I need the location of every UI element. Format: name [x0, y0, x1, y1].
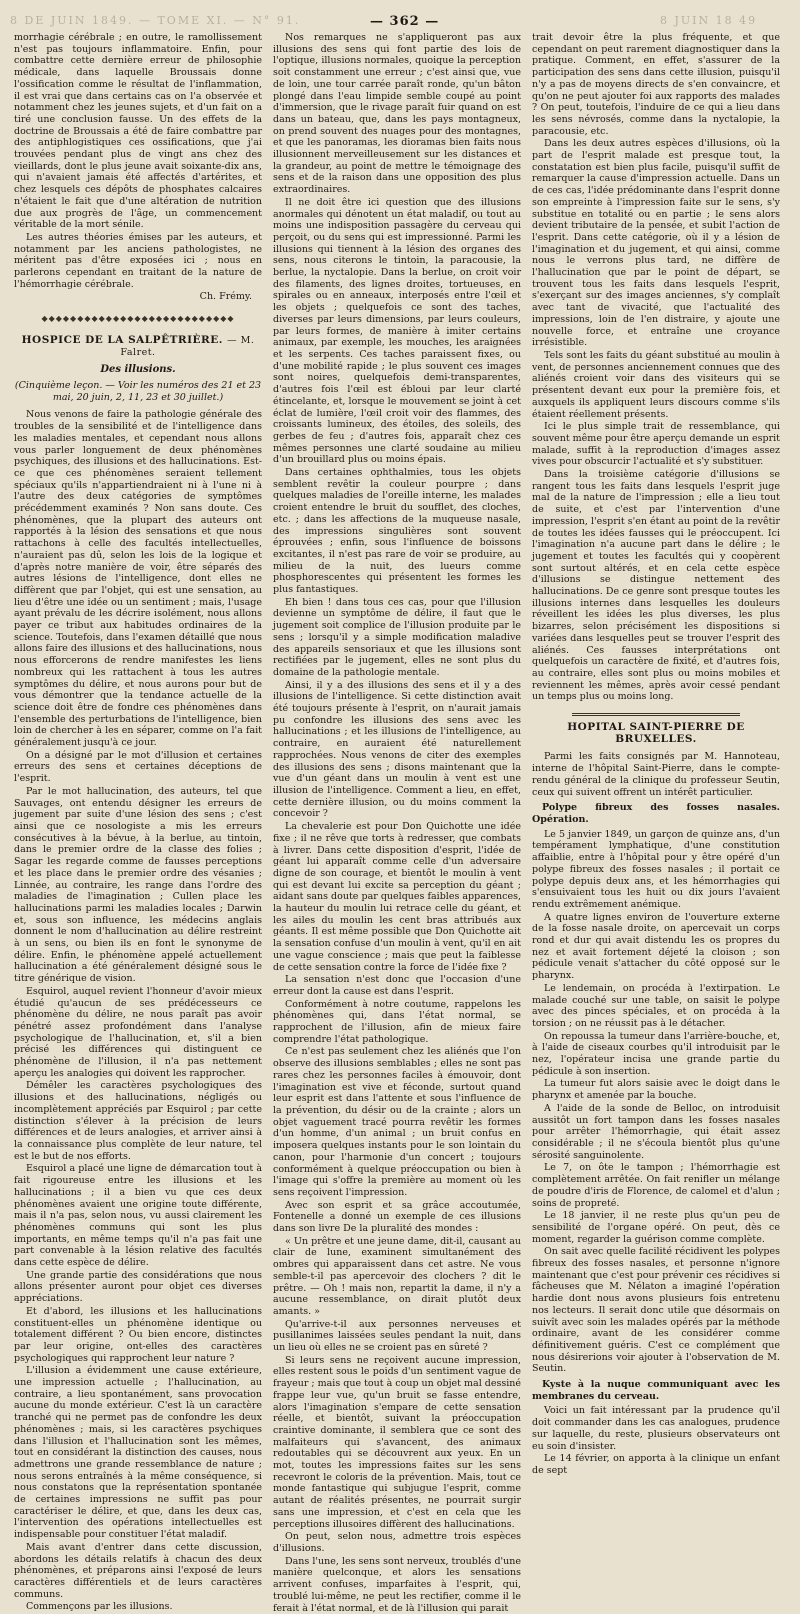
paragraph: Le 18 janvier, il ne reste plus qu'un peu de sensibilité de l'organe opéré. On peut, dès ce moment, regarder la guérison comme complète. [532, 1210, 780, 1245]
page-number: — 362 — [370, 14, 440, 29]
bleed-through-text-left: 8 DE JUIN 1849. — TOME XI. — N° 91. [10, 14, 301, 27]
paragraph: Ici le plus simple trait de ressemblance, qui souvent même pour être aperçu demande un esprit malade, suffit à la reproduction d'images assez vives pour obscurcir l'actualité et s'y substituer. [532, 421, 780, 468]
paragraph: Dans certaines ophthalmies, tous les objets semblent revêtir la couleur pourpre ; dans quelques maladies de l'oreille interne, les malades croient entendre le bruit du soufflet, des cloches, etc. ; dans les affections de la muqueuse nasale, des impressions singulières sont souvent éprouvées ; enfin, sous l'influence de boissons excitantes, il n'est pas rare de voir se produire, au milieu de la nuit, des lueurs comme phosphorescentes qui présentent les formes les plus fantastiques. [273, 467, 521, 596]
column-1 [14, 32, 262, 1613]
paragraph: Ce n'est pas seulement chez les aliénés que l'on observe des illusions semblables ; elles ne sont pas rares chez les personnes faciles à émouvoir, dont l'imagination est vive et féconde, surtout quand leur esprit est dans l'attente et sous l'influence de la prévention, du désir ou de la crainte ; alors un objet vaguement tracé pourra revêtir les formes d'un homme, d'un animal ; un bruit confus en imposera quelques instants pour le son lointain du canon, pour l'harmonie d'un concert ; toujours conformément à quelque préoccupation ou bien à l'image qui s'offre la première au moment où les sens reçoivent l'impression. [273, 1046, 521, 1198]
paragraph: Le lendemain, on procéda à l'extirpation. Le malade couché sur une table, on saisit le polype avec des pinces spéciales, et on procéda à la torsion ; on ne réussit pas à le détacher. [532, 982, 780, 1029]
paragraph: Une grande partie des considérations que nous allons présenter auront pour objet ces diverses appréciations. [14, 1269, 262, 1305]
paragraph: Démêler les caractères psychologiques des illusions et des hallucinations, négligés ou incomplètement appréciés par Esquirol ; par cette distinction s'élever à la précision de leurs différences et de leurs analogies, et arriver ainsi à la connaissance plus complète de leur nature, tel est le but de nos efforts. [14, 1080, 262, 1162]
paragraph: Il ne doit être ici question que des illusions anormales qui dénotent un état maladif, ou tout au moins une indisposition passagère du cerveau qui perçoit, ou du sens qui est impressionné. Parmi les illusions qui tiennent à la lésion des organes des sens, nous citerons le tintoin, la paracousie, la berlue, la nyctalopie. Dans la berlue, on croit voir des filaments, des lignes droites, tortueuses, en spirales ou en anneaux, interposés entre l'œil et les objets ; quelquefois ce sont des taches, diverses par leurs dimensions, par leurs couleurs, par leurs formes, de manière à imiter certains animaux, par exemple, les mouches, les araignées et les serpents. Ces taches paraissent fixes, ou d'une mobilité rapide ; le plus souvent ces images sont noires, quelquefois demi-transparentes, d'autres fois l'œil est ébloui par leur clarté étincelante, et, lorsque le mouvement se joint à cet éclat de lumière, l'œil croit voir des flammes, des croissants lumineux, des étoiles, des soleils, des gerbes de feu ; d'autres fois, apparaît chez ces mêmes personnes une clarté soudaine au milieu d'un brouillard plus ou moins épais. [273, 196, 521, 466]
column-3 [532, 32, 780, 1476]
paragraph: Dans la troisième catégorie d'illusions se rangent tous les faits dans lesquels l'esprit juge mal de la nature de l'impression ; elle a lieu tout de suite, et c'est par l'intervention d'une impression, l'esprit s'en étant au point de la revêtir de toutes les idées fausses qui le préoccupent. Ici l'imagination n'a aucune part dans le délire ; le jugement et toutes les facultés qui y coopèrent sont surtout altérés, et en cela cette espèce d'illusions se distingue nettement des hallucinations. De ce genre sont presque toutes les illusions internes dans lesquelles les douleurs réveillent les idées les plus diverses, les plus bizarres, selon précisément les dispositions si variées dans lesquelles peut se trouver l'esprit des aliénés. Ces fausses interprétations ont quelquefois un caractère de fixité, et d'autres fois, au contraire, elles sont plus ou moins mobiles et reviennent les mêmes, après avoir cessé pendant un temps plus ou moins long. [532, 469, 780, 703]
paragraph: Les autres théories émises par les auteurs, et notamment par les anciens pathologistes, ne méritent pas d'être exposées ici ; nous en parlerons cependant en traitant de la nature de l'hémorrhagie cérébrale. [14, 231, 262, 290]
paragraph: Mais avant d'entrer dans cette discussion, abordons les détails relatifs à chacun des deux phénomènes, et préparons ainsi l'exposé de leurs caractères différentiels et de leurs caractères communs. [14, 1541, 262, 1600]
paragraph: A quatre lignes environ de l'ouverture externe de la fosse nasale droite, on apercevait un corps rond et dur qui avait distendu les os propres du nez et avait fortement déjeté la cloison ; son pédicule venait s'attacher du côté opposé sur le pharynx. [532, 911, 780, 982]
paragraph: Esquirol a placé une ligne de démarcation tout à fait rigoureuse entre les illusions et les hallucinations ; il a bien vu que ces deux phénomènes avaient une origine toute différente, mais il n'a pas, selon nous, vu aussi clairement les phénomènes communs qui sont les plus importants, en même temps qu'il n'a pas fait une part convenable à la lésion relative des facultés dans cette espèce de délire. [14, 1163, 262, 1269]
paragraph: Parmi les faits consignés par M. Hannoteau, interne de l'hôpital Saint-Pierre, dans le compte-rendu général de la clinique du professeur Seutin, ceux qui suivent offrent un intérêt particulier. [532, 751, 780, 798]
article-subheading: Polype fibreux des fosses nasales. Opération. [532, 802, 780, 825]
bleed-through-text-right: 8 JUIN 18 49 [660, 14, 758, 27]
paragraph: Le 14 février, on apporta à la clinique un enfant de sept [532, 1453, 780, 1476]
paragraph: Esquirol, auquel revient l'honneur d'avoir mieux étudié qu'aucun de ses prédécesseurs ce phénomène du délire, ne nous paraît pas avoir pénétré assez profondément dans l'analyse psychologique de l'hallucination, et, s'il a bien précisé les différences qui distinguent ce phénomène de l'illusion, il n'a pas nettement aperçu les analogies qui doivent les rapprocher. [14, 985, 262, 1079]
paragraph: Le 5 janvier 1849, un garçon de quinze ans, d'un tempérament lymphatique, d'une constitution affaiblie, entre à l'hôpital pour y être opéré d'un polype fibreux des fosses nasales ; il portait ce polype depuis deux ans, et les hémorrhagies qui s'ensuivaient tous les huit ou dix jours l'avaient rendu extrêmement anémique. [532, 828, 780, 910]
section-title [14, 335, 262, 358]
paragraph: Nos remarques ne s'appliqueront pas aux illusions des sens qui font partie des lois de l'optique, illusions normales, quoique la perception soit constamment une erreur ; c'est ainsi que, vue de loin, une tour carrée paraît ronde, qu'un bâton plongé dans l'eau limpide semble coupé au point d'immersion, que le rivage paraît fuir quand on est dans un bateau, que, dans les pays montagneux, on prend souvent des nuages pour des montagnes, et que les panoramas, les dioramas bien faits nous illusionnent merveilleusement sur les distances et la grandeur, au point de mettre le témoignage des sens et de la raison dans une opposition des plus extraordinaires. [273, 32, 521, 196]
column-2 [273, 32, 521, 1614]
author-signature: Ch. Frémy. [199, 291, 252, 303]
paragraph: Dans l'une, les sens sont nerveux, troublés d'une manière quelconque, et alors les sensations arrivent confuses, imparfaites à l'esprit, qui, troublé lui-même, ne peut les rectifier, comme il le ferait à l'état normal, et de là l'illusion qui parait [273, 1555, 521, 1614]
paragraph: trait devoir être la plus fréquente, et que cependant on peut rarement diagnostiquer dans la pratique. Comment, en effet, s'assurer de la participation des sens dans cette illusion, puisqu'il n'y a pas de moyens directs de s'en convaincre, et qu'on ne peut ajouter foi aux rapports des malades ? On peut, toutefois, l'induire de ce qui a lieu dans les sens névrosés, comme dans la nyctalopie, la paracousie, etc. [532, 32, 780, 137]
paragraph: Le 7, on ôte le tampon ; l'hémorrhagie est complètement arrêtée. On fait renifler un mélange de poudre d'iris de Florence, de calomel et d'alun ; soins de propreté. [532, 1162, 780, 1209]
paragraph: morrhagie cérébrale ; en outre, le ramollissement n'est pas toujours inflammatoire. Enfin, pour combattre cette dernière erreur de philosophie médicale, dans laquelle Broussais donne l'ossification comme le résultat de l'inflammation, il est vrai que dans certains cas on l'a observée et notamment chez les jeunes sujets, et d'un fait on a tiré une conclusion fausse. Un des effets de la doctrine de Broussais a été de faire combattre par des antiphlogistiques ces ossifications, que j'ai trouvées pendant plus de vingt ans chez des vieillards, dont le plus jeune avait soixante-dix ans, qui n'avaient jamais été affectés d'artérites, et chez lesquels ces dépôts de phosphates calcaires n'étaient le fait que d'une altération de nutrition due aux progrès de l'âge, un commencement véritable de la mort sénile. [14, 32, 262, 231]
section-title-text: HOSPICE DE LA SALPÊTRIÈRE. [21, 333, 223, 346]
section-title: HOPITAL SAINT-PIERRE DE BRUXELLES. [567, 721, 745, 745]
paragraph: Tels sont les faits du géant substitué au moulin à vent, de personnes anciennement connues que des aliénés croient voir dans des visiteurs qui se présentent devant eux pour la première fois, et auxquels ils appliquent leurs discours comme s'ils étaient réellement présents. [532, 349, 780, 420]
section-author: — M. Falret. [120, 334, 255, 358]
paragraph: Par le mot hallucination, des auteurs, tel que Sauvages, ont entendu désigner les erreurs de jugement par suite d'une lésion des sens ; c'est ainsi que ce nosologiste a mis les erreurs consécutives à la bévue, à la berlue, au tintoin, dans le premier ordre de la classe des folies ; Sagar les regarde comme de fausses perceptions et les place dans le premier ordre des vésanies ; Linnée, au contraire, les range dans l'ordre des maladies de l'imagination ; Cullen place les hallucinations parmi les maladies locales ; Darwin et, sous son influence, les médecins anglais donnent le nom d'hallucination au délire restreint à un sens, ou bien ils en font le synonyme de délire. Enfin, le phénomène appelé actuellement hallucination a été généralement désigné sous le titre générique de vision. [14, 785, 262, 985]
paragraph: On repoussa la tumeur dans l'arrière-bouche, et, à l'aide de ciseaux courbes qu'il introduisit par le nez, l'opérateur incisa une grande partie du pédicule à son insertion. [532, 1030, 780, 1077]
paragraph: L'illusion a évidemment une cause extérieure, une impression actuelle ; l'hallucination, au contraire, a lieu spontanément, sans provocation aucune du monde extérieur. C'est là un caractère tranché qui ne permet pas de confondre les deux phénomènes ; mais, si les caractères psychiques dans l'illusion et l'hallucination sont les mêmes, tout en considérant la distinction des causes, nous admettrons une grande ressemblance de nature ; nous serons entraînés à la même conséquence, si nous constatons que la représentation spontanée de certaines impressions ne suffit pas pour caractériser le délire, et que, dans les deux cas, l'intervention des opérations intellectuelles est indispensable pour constituer l'état maladif. [14, 1365, 262, 1541]
paragraph: La chevalerie est pour Don Quichotte une idée fixe ; il ne rêve que torts à redresser, que combats à livrer. Dans cette disposition d'esprit, l'idée de géant lui apparaît comme celle d'un adversaire digne de son courage, et bientôt le moulin à vent qui est devant lui excite sa perception du géant ; aidant sans doute par quelques faibles apparences, la hauteur du moulin lui retrace celle du géant, et les ailes du moulin les cent bras attribués aux géants. Il est même possible que Don Quichotte ait la sensation confuse d'un moulin à vent, qu'il en ait une vague conscience ; mais que peut la faiblesse de cette sensation contre la force de l'idée fixe ? [273, 821, 521, 973]
paragraph: On sait avec quelle facilité récidivent les polypes fibreux des fosses nasales, et personne n'ignore maintenant que c'est pour prévenir ces récidives si fâcheuses que M. Nélaton a imaginé l'opération hardie dont nous avons plusieurs fois entretenu nos lecteurs. Il serait donc utile que désormais on suivît avec soin les malades opérés par la méthode ordinaire, avant de les considérer comme définitivement guéris. C'est ce complément que nous désirerions voir ajouter à l'observation de M. Seutin. [532, 1246, 780, 1375]
lecture-reference: (Cinquième leçon. — Voir les numéros des 21 et 23 mai, 20 juin, 2, 11, 23 et 30 juillet.) [14, 379, 262, 403]
paragraph: Voici un fait intéressant par la prudence qu'il doit commander dans les cas analogues, prudence sur laquelle, du reste, plusieurs observateurs ont eu soin d'insister. [532, 1405, 780, 1452]
paragraph: Commençons par les illusions. [26, 1601, 173, 1613]
paragraph: « Un prêtre et une jeune dame, dit-il, causant au clair de lune, examinent simultanément des ombres qui apparaissent dans cet astre. Ne vous semble-t-il pas apercevoir des clochers ? dit le prêtre. — Oh ! mais non, repartit la dame, il n'y a aucune ressemblance, on dirait plutôt deux amants. » [273, 1235, 521, 1317]
paragraph: On a désigné par le mot d'illusion et certaines erreurs des sens et certaines déceptions de l'esprit. [14, 749, 262, 785]
section-divider [572, 713, 740, 716]
article-subtitle: Des illusions. [100, 364, 176, 376]
page-header [0, 10, 800, 32]
ornamental-divider: ◆◆◆◆◆◆◆◆◆◆◆◆◆◆◆◆◆◆◆◆◆◆◆◆◆◆◆ [41, 314, 235, 324]
paragraph: Si leurs sens ne reçoivent aucune impression, elles restent sous le poids d'un sentiment vague de frayeur ; mais que tout à coup un objet mal dessiné frappe leur vue, qu'un bruit se fasse entendre, alors l'imagination s'empare de cette sensation réelle, et bientôt, suivant la préoccupation craintive dominante, il semblera que ce sont des malfaiteurs qui s'avancent, des animaux redoutables qui se découvrent aux yeux. En un mot, toutes les impressions faites sur les sens recevront le coloris de la prévention. Mais, tout ce monde fantastique qui subjugue l'esprit, comme autant de réalités présentes, ne pourrait surgir sans une impression, et c'est en cela que les perceptions illusoires diffèrent des hallucinations. [273, 1354, 521, 1530]
paragraph: Eh bien ! dans tous ces cas, pour que l'illusion devienne un symptôme de délire, il faut que le jugement soit complice de l'illusion produite par le sens ; lorsqu'il y a simple modification maladive des appareils sensoriaux et que les illusions sont rectifiées par le jugement, elles ne sont plus du domaine de la pathologie mentale. [273, 596, 521, 678]
paragraph: Et d'abord, les illusions et les hallucinations constituent-elles un phénomène identique ou totalement différent ? Ou bien encore, distinctes par leur origine, ont-elles des caractères psychologiques qui rapprochent leur nature ? [14, 1305, 262, 1364]
paragraph: Avec son esprit et sa grâce accoutumée, Fontenelle a donné un exemple de ces illusions dans son livre De la pluralité des mondes : [273, 1199, 521, 1235]
paragraph: Ainsi, il y a des illusions des sens et il y a des illusions de l'intelligence. Si cette distinction avait été toujours présente à l'esprit, on n'aurait jamais pu confondre les illusions des sens avec les hallucinations ; et les illusions de l'intelligence, au contraire, en auraient été naturellement rapprochées. Nous venons de citer des exemples des illusions des sens ; disons maintenant que la vue d'un géant dans un moulin à vent est une illusion de l'intelligence. Comment a lieu, en effet, cette dernière illusion, ou du moins comment la concevoir ? [273, 679, 521, 820]
paragraph: Dans les deux autres espèces d'illusions, où la part de l'esprit malade est presque tout, la constatation est bien plus facile, puisqu'il suffit de remarquer la cause d'impression actuelle. Dans un de ces cas, l'idée prédominante dans l'esprit donne son empreinte à l'impression faite sur le sens, s'y substitue en totalité ou en partie ; le sens alors devient tributaire de la pensée, et subit l'action de l'esprit. Dans cette catégorie, où il y a lésion de l'imagination et du jugement, et qui ainsi, comme nous le verrons plus tard, ne diffère de l'hallucination que par le point de départ, se trouvent tous les faits dans lesquels l'esprit, s'exerçant sur des images anciennes, s'y complaît avec tant de vivacité, que l'actualité des impressions, loin de l'en distraire, y ajoute une nouvelle force, et entraîne une croyance irrésistible. [532, 138, 780, 349]
paragraph: A l'aide de la sonde de Belloc, on introduisit aussitôt un fort tampon dans les fosses nasales pour arrêter l'hémorrhagie, qui était assez considérable ; il ne s'écoula bientôt plus qu'une sérosité sanguinolente. [532, 1102, 780, 1161]
paragraph: Nous venons de faire la pathologie générale des troubles de la sensibilité et de l'intelligence dans les maladies mentales, et cependant nous allons vous parler longuement de deux phénomènes psychiques, des illusions et des hallucinations. Est-ce que ces phénomènes seraient tellement spéciaux qu'ils n'appartiendraient ni à l'une ni à l'autre des deux catégories de symptômes précédemment examinés ? Non sans doute. Ces phénomènes, que la plupart des auteurs ont rapportés à la lésion des sensations et que nous rattachons à celle des facultés intellectuelles, n'auraient pas dû, selon les lois de la logique et d'après notre manière de voir, être séparés des autres lésions de l'intelligence, dont elles ne diffèrent que par l'objet, qui est une sensation, au lieu d'être une idée ou un sentiment ; mais, l'usage ayant prévalu de les décrire isolément, nous allons payer ce tribut aux habitudes ordinaires de la science. Toutefois, dans l'examen détaillé que nous allons faire des illusions et des hallucinations, nous nous efforcerons de rendre manifestes les liens nombreux qui les rattachent à tous les autres symptômes du délire, et nous aurons pour but de vous démontrer que la tendance actuelle de la science doit être de fondre ces phénomènes dans l'ensemble des perturbations de l'intelligence, bien loin de chercher à les en séparer, comme on l'a fait généralement jusqu'à ce jour. [14, 409, 262, 749]
paragraph: Conformément à notre coutume, rappelons les phénomènes qui, dans l'état normal, se rapprochent de l'illusion, afin de mieux faire comprendre l'état pathologique. [273, 998, 521, 1045]
paragraph: La tumeur fut alors saisie avec le doigt dans le pharynx et amenée par la bouche. [532, 1078, 780, 1102]
paragraph: On peut, selon nous, admettre trois espèces d'illusions. [273, 1531, 521, 1554]
paragraph: Qu'arrive-t-il aux personnes nerveuses et pusillanimes laissées seules pendant la nuit, dans un lieu où elles ne se croient pas en sûreté ? [273, 1318, 521, 1354]
paragraph: La sensation n'est donc que l'occasion d'une erreur dont la cause est dans l'esprit. [273, 974, 521, 997]
article-subheading: Kyste à la nuque communiquant avec les membranes du cerveau. [532, 1379, 780, 1402]
